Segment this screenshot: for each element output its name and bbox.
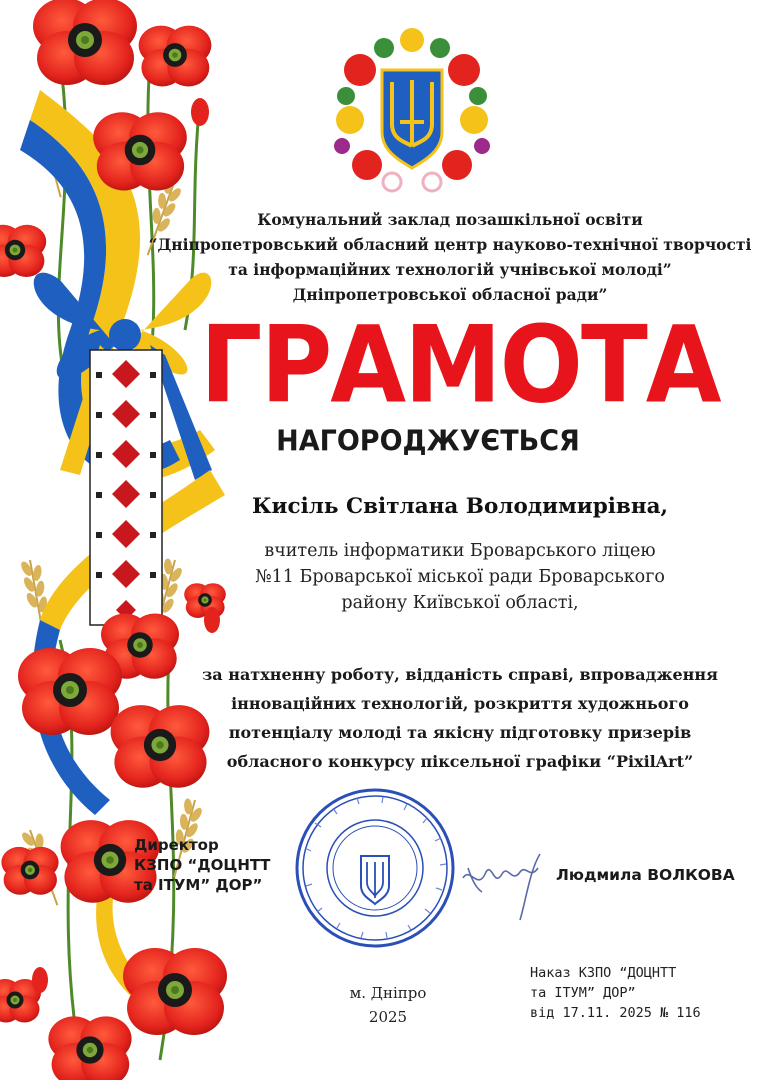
recipient-position-line-3: району Київської області, (341, 593, 579, 613)
director-title-line-1: Директор (134, 836, 219, 854)
institution-line-3: та інформаційних технологій учнівської молоді” (228, 260, 672, 279)
reason-line-1: за натхненну роботу, відданість справі, впровадження (202, 665, 718, 684)
director-title-line-3: та ІТУМ” ДОР” (134, 876, 263, 894)
city-label: м. Дніпро (349, 984, 427, 1002)
recipient-position-line-2: №11 Броварської міської ради Броварського (255, 567, 665, 587)
awarded-label: НАГОРОДЖУЄТЬСЯ (276, 425, 580, 458)
signature-icon (463, 854, 540, 920)
coat-of-arms-wreath (334, 28, 490, 191)
reason-line-3: потенціалу молоді та якісну підготовку призерів (228, 723, 692, 742)
coat-of-arms-trident-icon (382, 70, 442, 168)
reason-line-4: обласного конкурсу піксельної графіки “PixilArt” (226, 752, 694, 771)
institution-line-4: Дніпропетровської обласної ради” (292, 285, 608, 304)
reason-line-2: інноваційних технологій, розкриття художнього (231, 694, 689, 713)
certificate-title: ГРАМОТА (200, 304, 720, 428)
order-line-2: та ІТУМ” ДОР” (530, 985, 636, 1001)
order-line-1: Наказ КЗПО “ДОЦНТТ (530, 965, 677, 981)
recipient-name: Кисіль Світлана Володимирівна, (252, 494, 668, 519)
director-title-line-2: КЗПО “ДОЦНТТ (134, 856, 271, 874)
recipient-position-line-1: вчитель інформатики Броварського ліцею (264, 541, 656, 561)
institution-line-2: “Дніпропетровський обласний центр науково-технічної творчості (148, 235, 752, 254)
recipient-name-text: Кисіль Світлана Володимирівна (252, 494, 661, 519)
order-line-3: від 17.11. 2025 № 116 (530, 1005, 701, 1021)
institution-line-1: Комунальний заклад позашкільної освіти (257, 210, 643, 229)
signer-name: Людмила ВОЛКОВА (556, 866, 735, 884)
embroidery-pattern-icon (90, 350, 162, 625)
year-label: 2025 (368, 1008, 408, 1026)
